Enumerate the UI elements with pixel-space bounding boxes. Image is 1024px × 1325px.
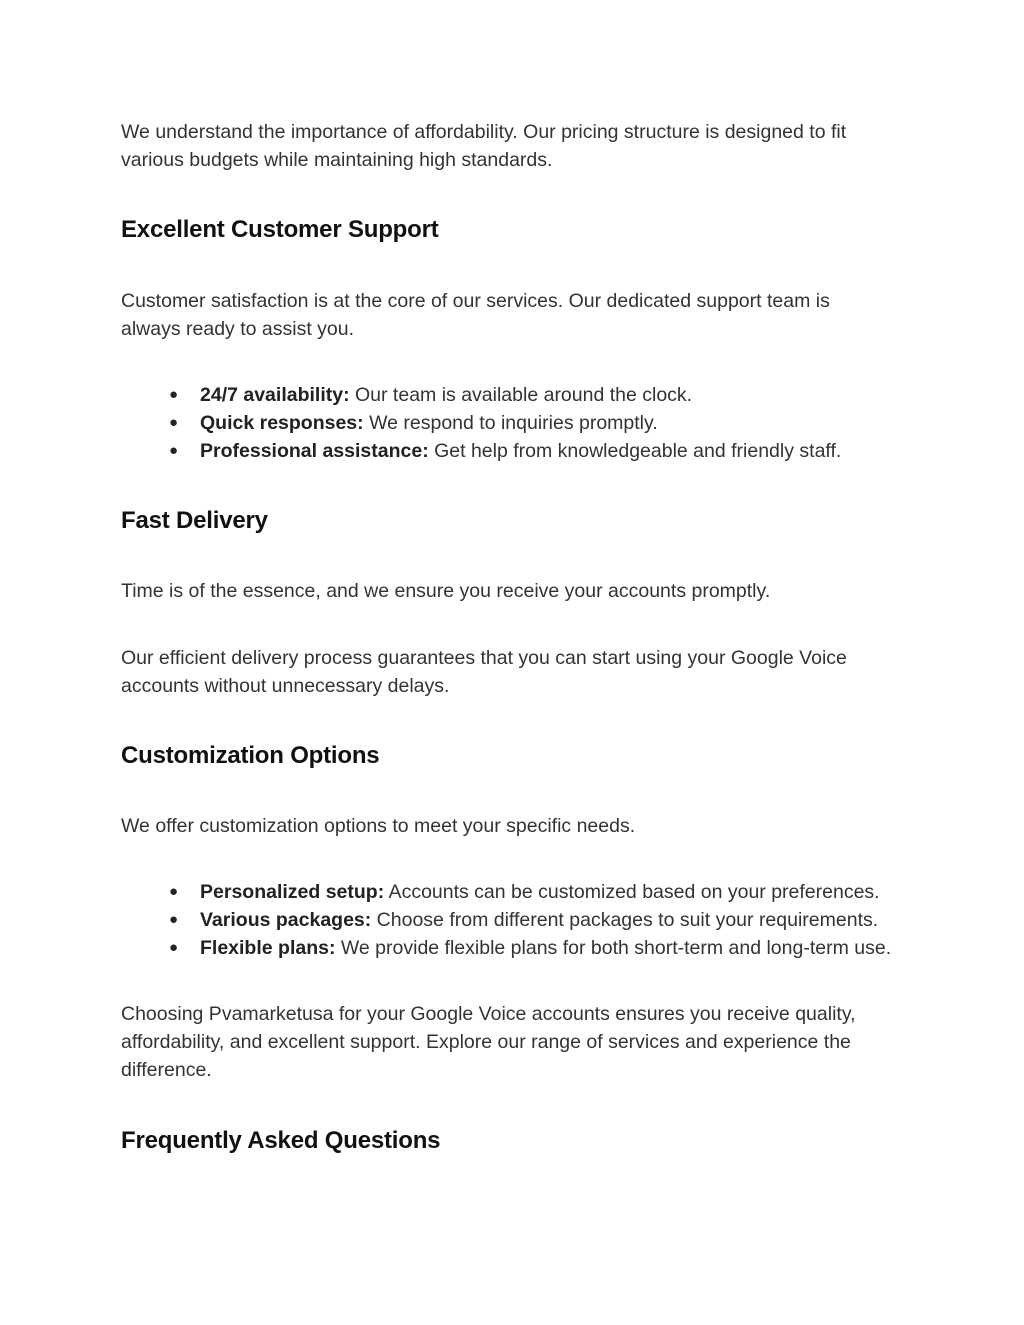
item-label: Personalized setup: (200, 881, 385, 903)
heading-customization-options: Customization Options (121, 742, 380, 769)
bullet-icon: ● (169, 442, 179, 459)
customization-paragraph: We offer customization options to meet your specific needs. (121, 815, 636, 837)
bullet-icon: ● (169, 883, 179, 900)
heading-faq: Frequently Asked Questions (121, 1127, 441, 1154)
heading-fast-delivery: Fast Delivery (121, 507, 268, 534)
list-item (121, 906, 891, 934)
item-label: Flexible plans: (200, 937, 336, 959)
heading-customer-support: Excellent Customer Support (121, 216, 439, 243)
item-text: Our team is available around the clock. (349, 384, 693, 406)
bullet-icon: ● (169, 911, 179, 928)
list-item (121, 878, 891, 906)
item-text: Choose from different packages to suit your requirements. (371, 909, 879, 931)
item-text: We provide flexible plans for both short-term and long-term use. (335, 937, 892, 959)
support-paragraph: Customer satisfaction is at the core of our services. Our dedicated support team is always ready to assist you. (121, 290, 830, 340)
closing-paragraph: Choosing Pvamarketusa for your Google Voice accounts ensures you receive quality, affordability, and excellent support. Explore our range of services and experience the difference. (121, 1003, 856, 1081)
delivery-paragraph-1: Time is of the essence, and we ensure you receive your accounts promptly. (121, 580, 771, 602)
list-item (121, 437, 841, 465)
item-label: Professional assistance: (200, 440, 429, 462)
bullet-icon: ● (169, 386, 179, 403)
item-text: Get help from knowledgeable and friendly staff. (428, 440, 842, 462)
item-text: Accounts can be customized based on your preferences. (384, 881, 880, 903)
bullet-icon: ● (169, 414, 179, 431)
support-list (121, 381, 841, 465)
list-item (121, 381, 841, 409)
item-text: We respond to inquiries promptly. (363, 412, 658, 434)
list-item (121, 409, 841, 437)
affordability-paragraph: We understand the importance of affordability. Our pricing structure is designed to fit various budgets while maintaining high standards. (121, 121, 847, 171)
list-item (121, 934, 891, 962)
item-label: Various packages: (200, 909, 372, 931)
item-label: 24/7 availability: (200, 384, 350, 406)
customization-list (121, 878, 891, 962)
item-label: Quick responses: (200, 412, 364, 434)
delivery-paragraph-2: Our efficient delivery process guarantees that you can start using your Google Voice accounts without unnecessary delays. (121, 647, 847, 697)
bullet-icon: ● (169, 939, 179, 956)
